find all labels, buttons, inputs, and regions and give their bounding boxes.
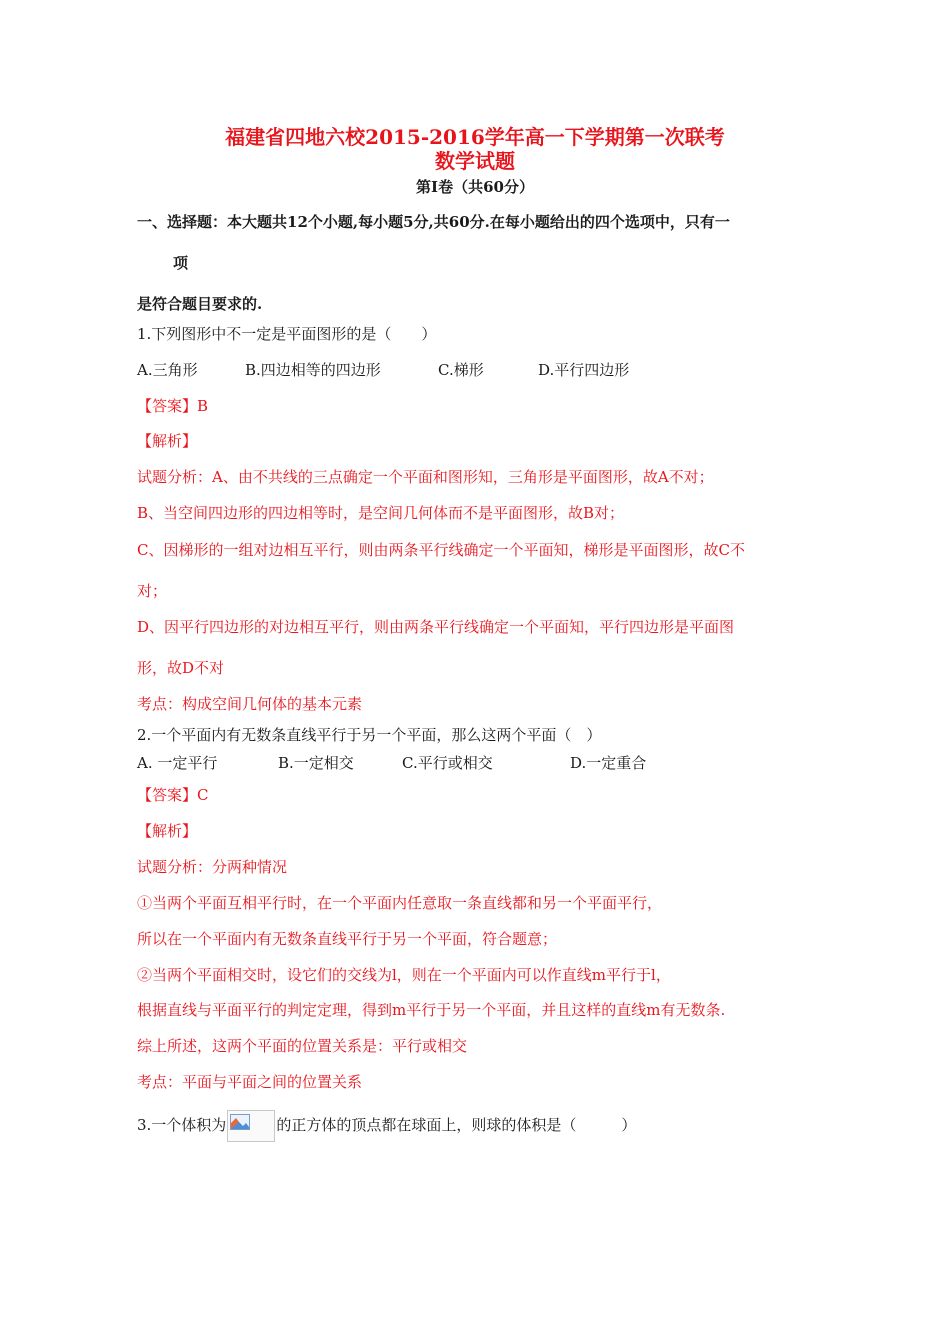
q2-analysis-line: 试题分析：分两种情况 <box>137 858 288 876</box>
broken-image-icon <box>230 1114 250 1130</box>
q1-option-c: C.梯形 <box>438 361 484 379</box>
section-heading-line2: 项 <box>173 254 189 272</box>
q2-answer: 【答案】C <box>137 786 209 804</box>
q1-analysis-label: 【解析】 <box>137 432 198 450</box>
q1-analysis-line: B、当空间四边形的四边相等时，是空间几何体而不是平面图形，故B对； <box>137 504 625 522</box>
q1-analysis-line: C、因梯形的一组对边相互平行，则由两条平行线确定一个平面知，梯形是平面图形，故C不 <box>137 541 745 559</box>
q2-options <box>137 753 646 773</box>
q1-analysis-line: 形，故D不对 <box>137 659 225 677</box>
doc-title: 福建省四地六校2015-2016学年高一下学期第一次联考 <box>225 125 725 149</box>
q1-knowledge-point: 考点：构成空间几何体的基本元素 <box>137 695 363 713</box>
q2-option-b: B.一定相交 <box>278 754 354 772</box>
q2-option-a: A. 一定平行 <box>137 754 218 772</box>
q1-option-b: B.四边相等的四边形 <box>245 361 381 379</box>
q3-stem-before: 3.一个体积为 <box>137 1116 227 1134</box>
q1-analysis-line: 试题分析：A、由不共线的三点确定一个平面和图形知，三角形是平面图形，故A不对； <box>137 468 714 486</box>
q2-analysis-label: 【解析】 <box>137 822 198 840</box>
q2-analysis-line: 根据直线与平面平行的判定定理，得到m平行于另一个平面，并且这样的直线m有无数条. <box>137 1001 726 1019</box>
q3-formula-image <box>227 1110 275 1142</box>
section-heading-line3: 是符合题目要求的. <box>137 295 263 313</box>
doc-subtitle: 数学试题 <box>435 149 515 173</box>
section-heading-line1: 一、选择题：本大题共12个小题,每小题5分,共60分.在每小题给出的四个选项中，只有一 <box>137 213 730 231</box>
q1-options <box>137 360 629 380</box>
q2-option-d: D.一定重合 <box>570 754 647 772</box>
q2-analysis-line: 综上所述，这两个平面的位置关系是：平行或相交 <box>137 1037 468 1055</box>
q1-stem: 1.下列图形中不一定是平面图形的是（ ） <box>137 325 437 343</box>
q2-analysis-line: ①当两个平面互相平行时，在一个平面内任意取一条直线都和另一个平面平行， <box>137 894 663 912</box>
volume-heading: 第Ⅰ卷（共60分） <box>416 178 534 196</box>
q1-option-a: A.三角形 <box>137 361 198 379</box>
q3-stem-after: 的正方体的顶点都在球面上，则球的体积是（ ） <box>276 1116 637 1134</box>
q3-stem <box>137 1110 636 1142</box>
q2-analysis-line: ②当两个平面相交时，设它们的交线为l，则在一个平面内可以作直线m平行于l， <box>137 966 671 984</box>
q1-answer: 【答案】B <box>137 397 209 415</box>
q1-analysis-line: D、因平行四边形的对边相互平行，则由两条平行线确定一个平面知，平行四边形是平面图 <box>137 618 735 636</box>
q2-stem: 2.一个平面内有无数条直线平行于另一个平面，那么这两个平面（ ） <box>137 726 602 744</box>
q1-option-d: D.平行四边形 <box>538 361 630 379</box>
q2-option-c: C.平行或相交 <box>402 754 493 772</box>
q1-analysis-line: 对； <box>137 582 168 600</box>
q2-knowledge-point: 考点：平面与平面之间的位置关系 <box>137 1073 363 1091</box>
q2-analysis-line: 所以在一个平面内有无数条直线平行于另一个平面，符合题意； <box>137 930 558 948</box>
